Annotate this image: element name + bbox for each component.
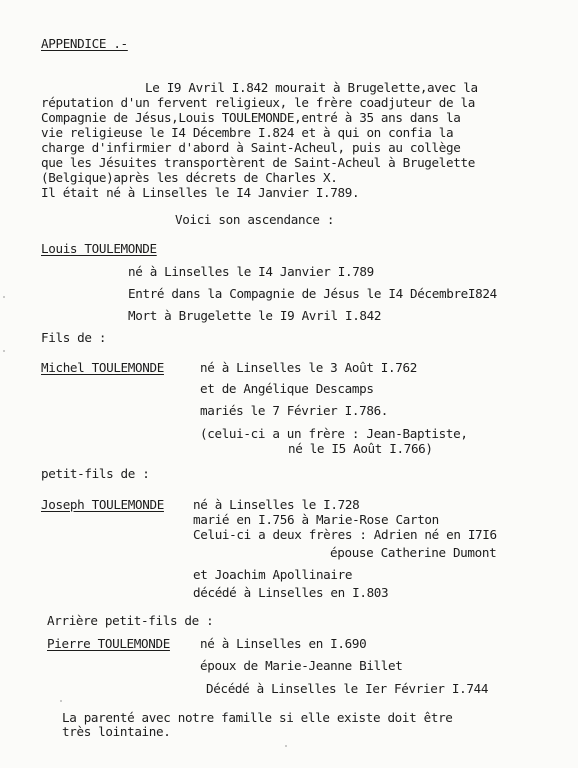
joseph-line-5: et Joachim Apollinaire	[193, 567, 353, 582]
joseph-name: Joseph TOULEMONDE	[41, 497, 164, 512]
fils-label: Fils de :	[41, 330, 107, 345]
intro-line-4: vie religieuse le I4 Décembre I.824 et à qui on confia la	[41, 125, 454, 140]
louis-name: Louis TOULEMONDE	[41, 241, 157, 256]
conclusion-line-2: très lointaine.	[62, 724, 171, 739]
pierre-name: Pierre TOULEMONDE	[47, 636, 170, 651]
joseph-line-6: décédé à Linselles en I.803	[193, 585, 389, 600]
michel-name: Michel TOULEMONDE	[41, 360, 164, 375]
ascendance-intro: Voici son ascendance :	[175, 212, 335, 227]
appendix-heading: APPENDICE .-	[41, 36, 128, 51]
intro-line-7: (Belgique)après les décrets de Charles X.	[41, 170, 338, 185]
paper-speck	[60, 700, 62, 702]
arriere-petit-fils-label: Arrière petit-fils de :	[47, 613, 214, 628]
michel-line-3: mariés le 7 Février I.786.	[200, 403, 389, 418]
louis-line-3: Mort à Brugelette le I9 Avril I.842	[128, 308, 382, 323]
joseph-line-1: né à Linselles le I.728	[193, 497, 360, 512]
michel-line-2: et de Angélique Descamps	[200, 381, 374, 396]
michel-line-5: né le I5 Août I.766)	[288, 441, 433, 456]
pierre-line-2: époux de Marie-Jeanne Billet	[200, 658, 403, 673]
paper-speck	[3, 350, 5, 352]
joseph-line-2: marié en I.756 à Marie-Rose Carton	[193, 512, 439, 527]
louis-line-2: Entré dans la Compagnie de Jésus le I4 DécembreI824	[128, 286, 497, 301]
joseph-line-4: épouse Catherine Dumont	[330, 545, 497, 560]
paper-speck	[285, 745, 287, 747]
pierre-line-3: Décédé à Linselles le Ier Février I.744	[206, 681, 489, 696]
birth-line: Il était né à Linselles le I4 Janvier I.789.	[41, 185, 360, 200]
louis-line-1: né à Linselles le I4 Janvier I.789	[128, 264, 374, 279]
petit-fils-label: petit-fils de :	[41, 466, 150, 481]
intro-line-2: réputation d'un fervent religieux, le frère coadjuteur de la	[41, 95, 475, 110]
intro-line-6: que les Jésuites transportèrent de Saint-Acheul à Brugelette	[41, 155, 475, 170]
intro-line-3: Compagnie de Jésus,Louis TOULEMONDE,entré à 35 ans dans la	[41, 110, 461, 125]
intro-line-5: charge d'infirmier d'abord à Saint-Acheul, puis au collège	[41, 140, 461, 155]
michel-line-4: (celui-ci a un frère : Jean-Baptiste,	[200, 426, 468, 441]
michel-line-1: né à Linselles le 3 Août I.762	[200, 360, 417, 375]
joseph-line-3: Celui-ci a deux frères : Adrien né en I7I6	[193, 527, 497, 542]
conclusion-line-1: La parenté avec notre famille si elle existe doit être	[62, 710, 453, 725]
intro-line-1: Le I9 Avril I.842 mourait à Brugelette,avec la	[145, 80, 478, 95]
paper-speck	[3, 296, 5, 298]
pierre-line-1: né à Linselles en I.690	[200, 636, 367, 651]
